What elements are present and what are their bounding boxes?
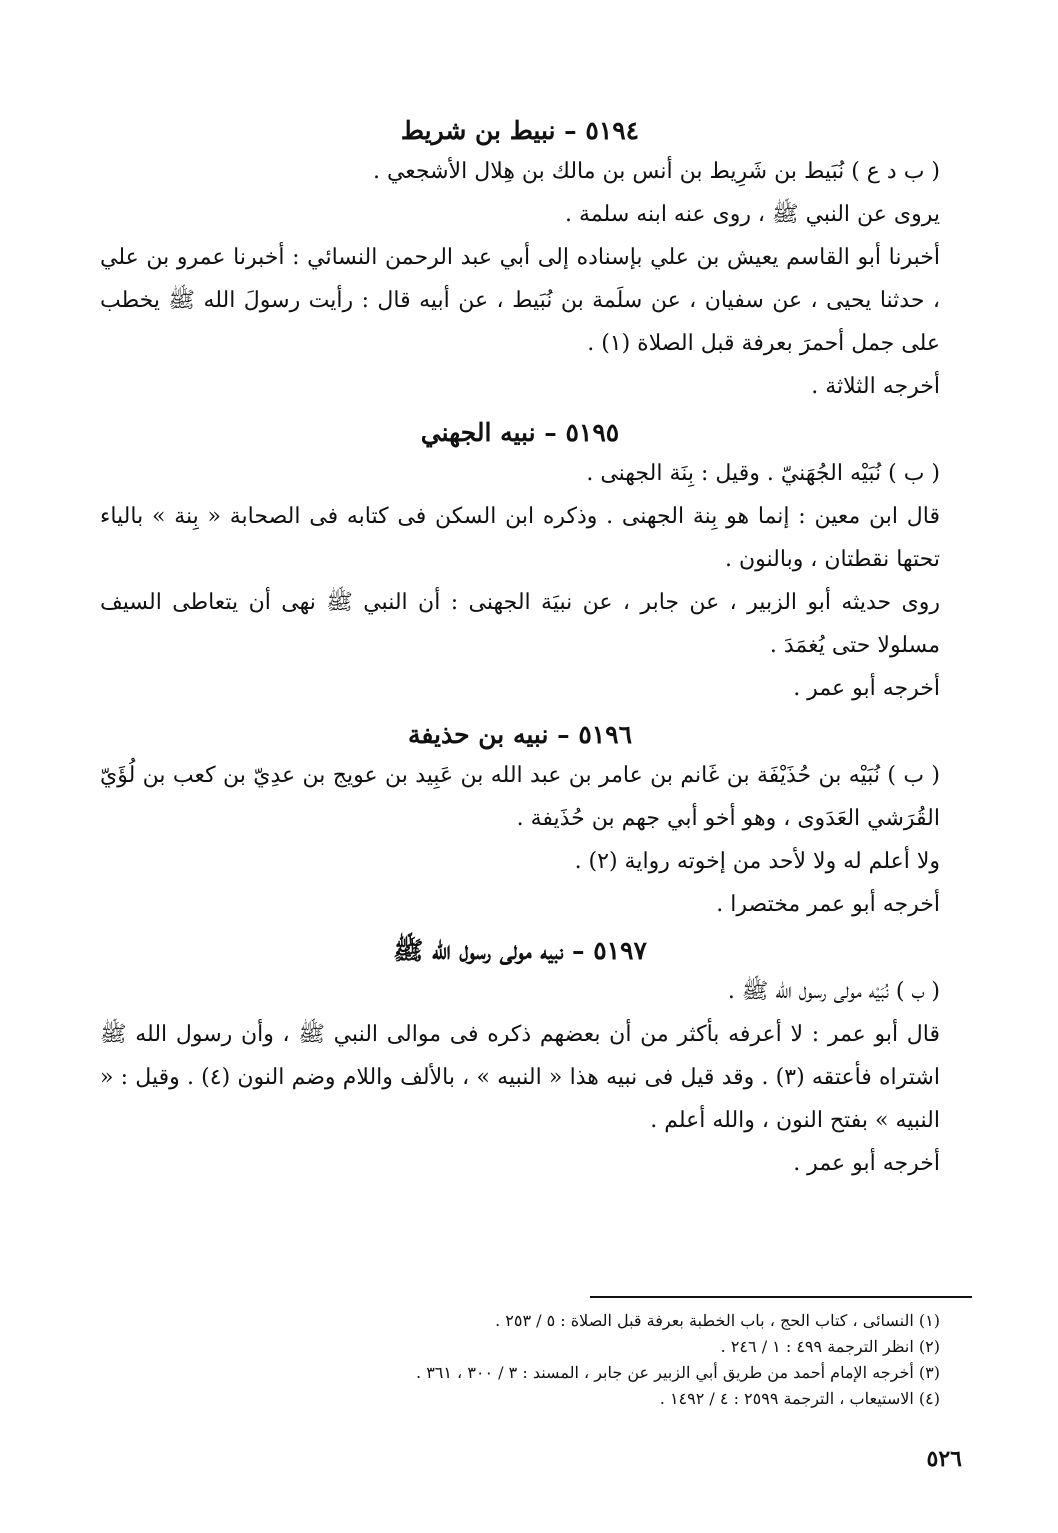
entry-paragraph: ( ب ) نُبَيْه الجُهَنيّ . وقيل : بِنَة الجهنى .: [586, 461, 940, 486]
entry-paragraph: أخرجه أبو عمر .: [793, 1151, 940, 1176]
entry-paragraph: أخرجه الثلاثة .: [811, 374, 940, 399]
footnote: (٢) انظر الترجمة ٤٩٩ : ١ / ٢٤٦ .: [720, 1337, 940, 1356]
footnote: (٤) الاستيعاب ، الترجمة ٢٥٩٩ : ٤ / ١٤٩٢ .: [659, 1389, 940, 1408]
entry-paragraph: أخبرنا أبو القاسم يعيش بن علي بإسناده إلى أبي عبد الرحمن النسائي : أخبرنا عمرو بن علي ، حدثنا يحيى ، عن سفيان ، عن سلَمة بن نُبَيط ، عن أبيه قال : رأيت رسولَ الله ﷺ يخطب على جمل أحمرَ بعرفة قبل الصلاة (١) .: [100, 245, 940, 356]
entry-paragraph: يروى عن النبي ﷺ ، روى عنه ابنه سلمة .: [565, 202, 940, 227]
entry-heading: ٥١٩٦ – نبيه بن حذيفة: [407, 720, 633, 749]
footnote-divider: [590, 1296, 972, 1298]
entry-paragraph: ( ب د ع ) نُبَيط بن شَرِيط بن أنس بن مالك بن هِلال الأشجعي .: [372, 159, 940, 184]
footnote: (١) النسائى ، كتاب الحج ، باب الخطبة بعرفة قبل الصلاة : ٥ / ٢٥٣ .: [495, 1311, 940, 1330]
entry-paragraph: أخرجه أبو عمر .: [793, 676, 940, 701]
entry-paragraph: قال ابن معين : إنما هو بِنة الجهنى . وذكره ابن السكن فى كتابه فى الصحابة « بِنة » بالياء تحتها نقطتان ، وبالنون .: [100, 504, 940, 572]
entry-paragraph: ولا أعلم له ولا لأحد من إخوته رواية (٢) .: [574, 849, 940, 874]
entry-heading: ٥١٩٧ – نبيه مولى رسول الله ﷺ: [393, 936, 647, 965]
entry-paragraph: أخرجه أبو عمر مختصرا .: [716, 892, 940, 917]
page-number: ٥٢٦: [926, 1446, 962, 1472]
footnotes: [100, 1308, 940, 1412]
entry-paragraph: ( ب ) نُبَيْه بن حُذَيْفَة بن غَانم بن عامر بن عبد الله بن عَبِيد بن عويج بن عدِيّ بن كعب بن لُؤَيّ القُرَشي العَدَوى ، وهو أخو أبي جهم بن حُذَيفة .: [100, 763, 940, 831]
entry-paragraph: روى حديثه أبو الزبير ، عن جابر ، عن نبيَة الجهنى : أن النبي ﷺ نهى أن يتعاطى السيف مسلولا حتى يُغمَدَ .: [100, 590, 940, 658]
entry-paragraph: ( ب ) نُبَيْه مولى رسول الله ﷺ .: [727, 979, 940, 1004]
entry-heading: ٥١٩٥ – نبيه الجهني: [420, 418, 620, 447]
footnote: (٣) أخرجه الإمام أحمد من طريق أبي الزبير عن جابر ، المسند : ٣ / ٣٠٠ ، ٣٦١ .: [416, 1363, 940, 1382]
entry-paragraph: قال أبو عمر : لا أعرفه بأكثر من أن بعضهم ذكره فى موالى النبي ﷺ ، وأن رسول الله ﷺ اشتراه فأعتقه (٣) . وقد قيل فى نبيه هذا « النبيه » ، بالألف واللام وضم النون (٤) . وقيل : « النبيه » بفتح النون ، والله أعلم .: [100, 1022, 940, 1133]
entry-heading: ٥١٩٤ – نبيط بن شريط: [400, 116, 640, 145]
